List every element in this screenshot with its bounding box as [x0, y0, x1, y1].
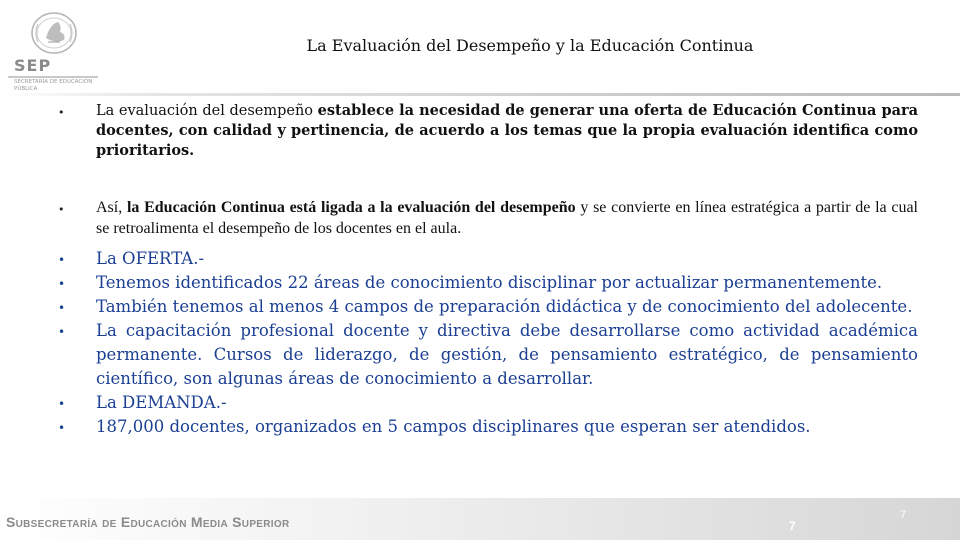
sep-wordmark: SEP [14, 56, 52, 75]
sep-logo [8, 8, 98, 90]
mexican-eagle-seal-icon [24, 10, 84, 56]
paragraph-2-suffix: y se convierte en línea estratégica a partir de la cual se retroalimenta el desempeño de los docentes en el aula. [96, 199, 919, 237]
paragraph-1-bold: establece la necesidad de generar una oferta de Educación Continua para docentes, con calidad y pertinencia, de acuerdo a los temas que la propia evaluación identifica como prioritarios. [96, 102, 919, 159]
bullet-icon: • [58, 397, 66, 411]
bullet-row [58, 197, 918, 239]
bullet-icon: • [58, 325, 66, 339]
list-item [58, 391, 918, 415]
list-item [58, 319, 918, 391]
paragraph-2 [58, 197, 918, 239]
paragraph-1-normal: La evaluación del desempeño [96, 103, 318, 119]
bullet-icon: • [58, 106, 65, 119]
list-item [58, 247, 918, 271]
header-divider [0, 93, 960, 96]
page-number: 7 [789, 519, 796, 533]
bullet-icon: • [58, 203, 65, 216]
bullet-icon: • [58, 253, 66, 267]
sep-subtitle: SECRETARÍA DE EDUCACIÓN PÚBLICA [14, 79, 93, 92]
list-item [58, 295, 918, 319]
list-item [58, 271, 918, 295]
bullet-icon: • [58, 421, 66, 435]
list-item-text: La OFERTA.- [96, 249, 205, 268]
list-item-text: Tenemos identificados 22 áreas de conocimiento disciplinar por actualizar permanentemente. [96, 273, 883, 292]
paragraph-2-text [96, 197, 918, 239]
bullet-icon: • [58, 301, 66, 315]
page-number-corner: 7 [900, 509, 907, 521]
paragraph-1 [58, 101, 918, 161]
list-item-text: 187,000 docentes, organizados en 5 campos disciplinares que esperan ser atendidos. [96, 417, 811, 436]
paragraph-2-prefix: Así, [96, 199, 127, 216]
bullet-icon: • [58, 277, 66, 291]
footer-subsecretaria: Subsecretaría de Educación Media Superior [6, 514, 290, 530]
bullet-row [58, 101, 918, 161]
paragraph-1-text [96, 101, 918, 161]
list-item [58, 415, 918, 439]
paragraph-2-bold: la Educación Continua está ligada a la evaluación del desempeño [126, 199, 576, 216]
list-item-text: La DEMANDA.- [96, 393, 227, 412]
bullet-list [58, 247, 918, 439]
slide-title: La Evaluación del Desempeño y la Educación Continua [306, 36, 754, 55]
logo-divider [8, 76, 98, 78]
list-item-text: La capacitación profesional docente y directiva debe desarrollarse como actividad académica permanente. Cursos de liderazgo, de gestión, de pensamiento estratégico, de pensamiento científico, son algunas áreas de conocimiento a desarrollar. [96, 321, 918, 388]
list-item-text: También tenemos al menos 4 campos de preparación didáctica y de conocimiento del adolecente. [96, 297, 913, 316]
